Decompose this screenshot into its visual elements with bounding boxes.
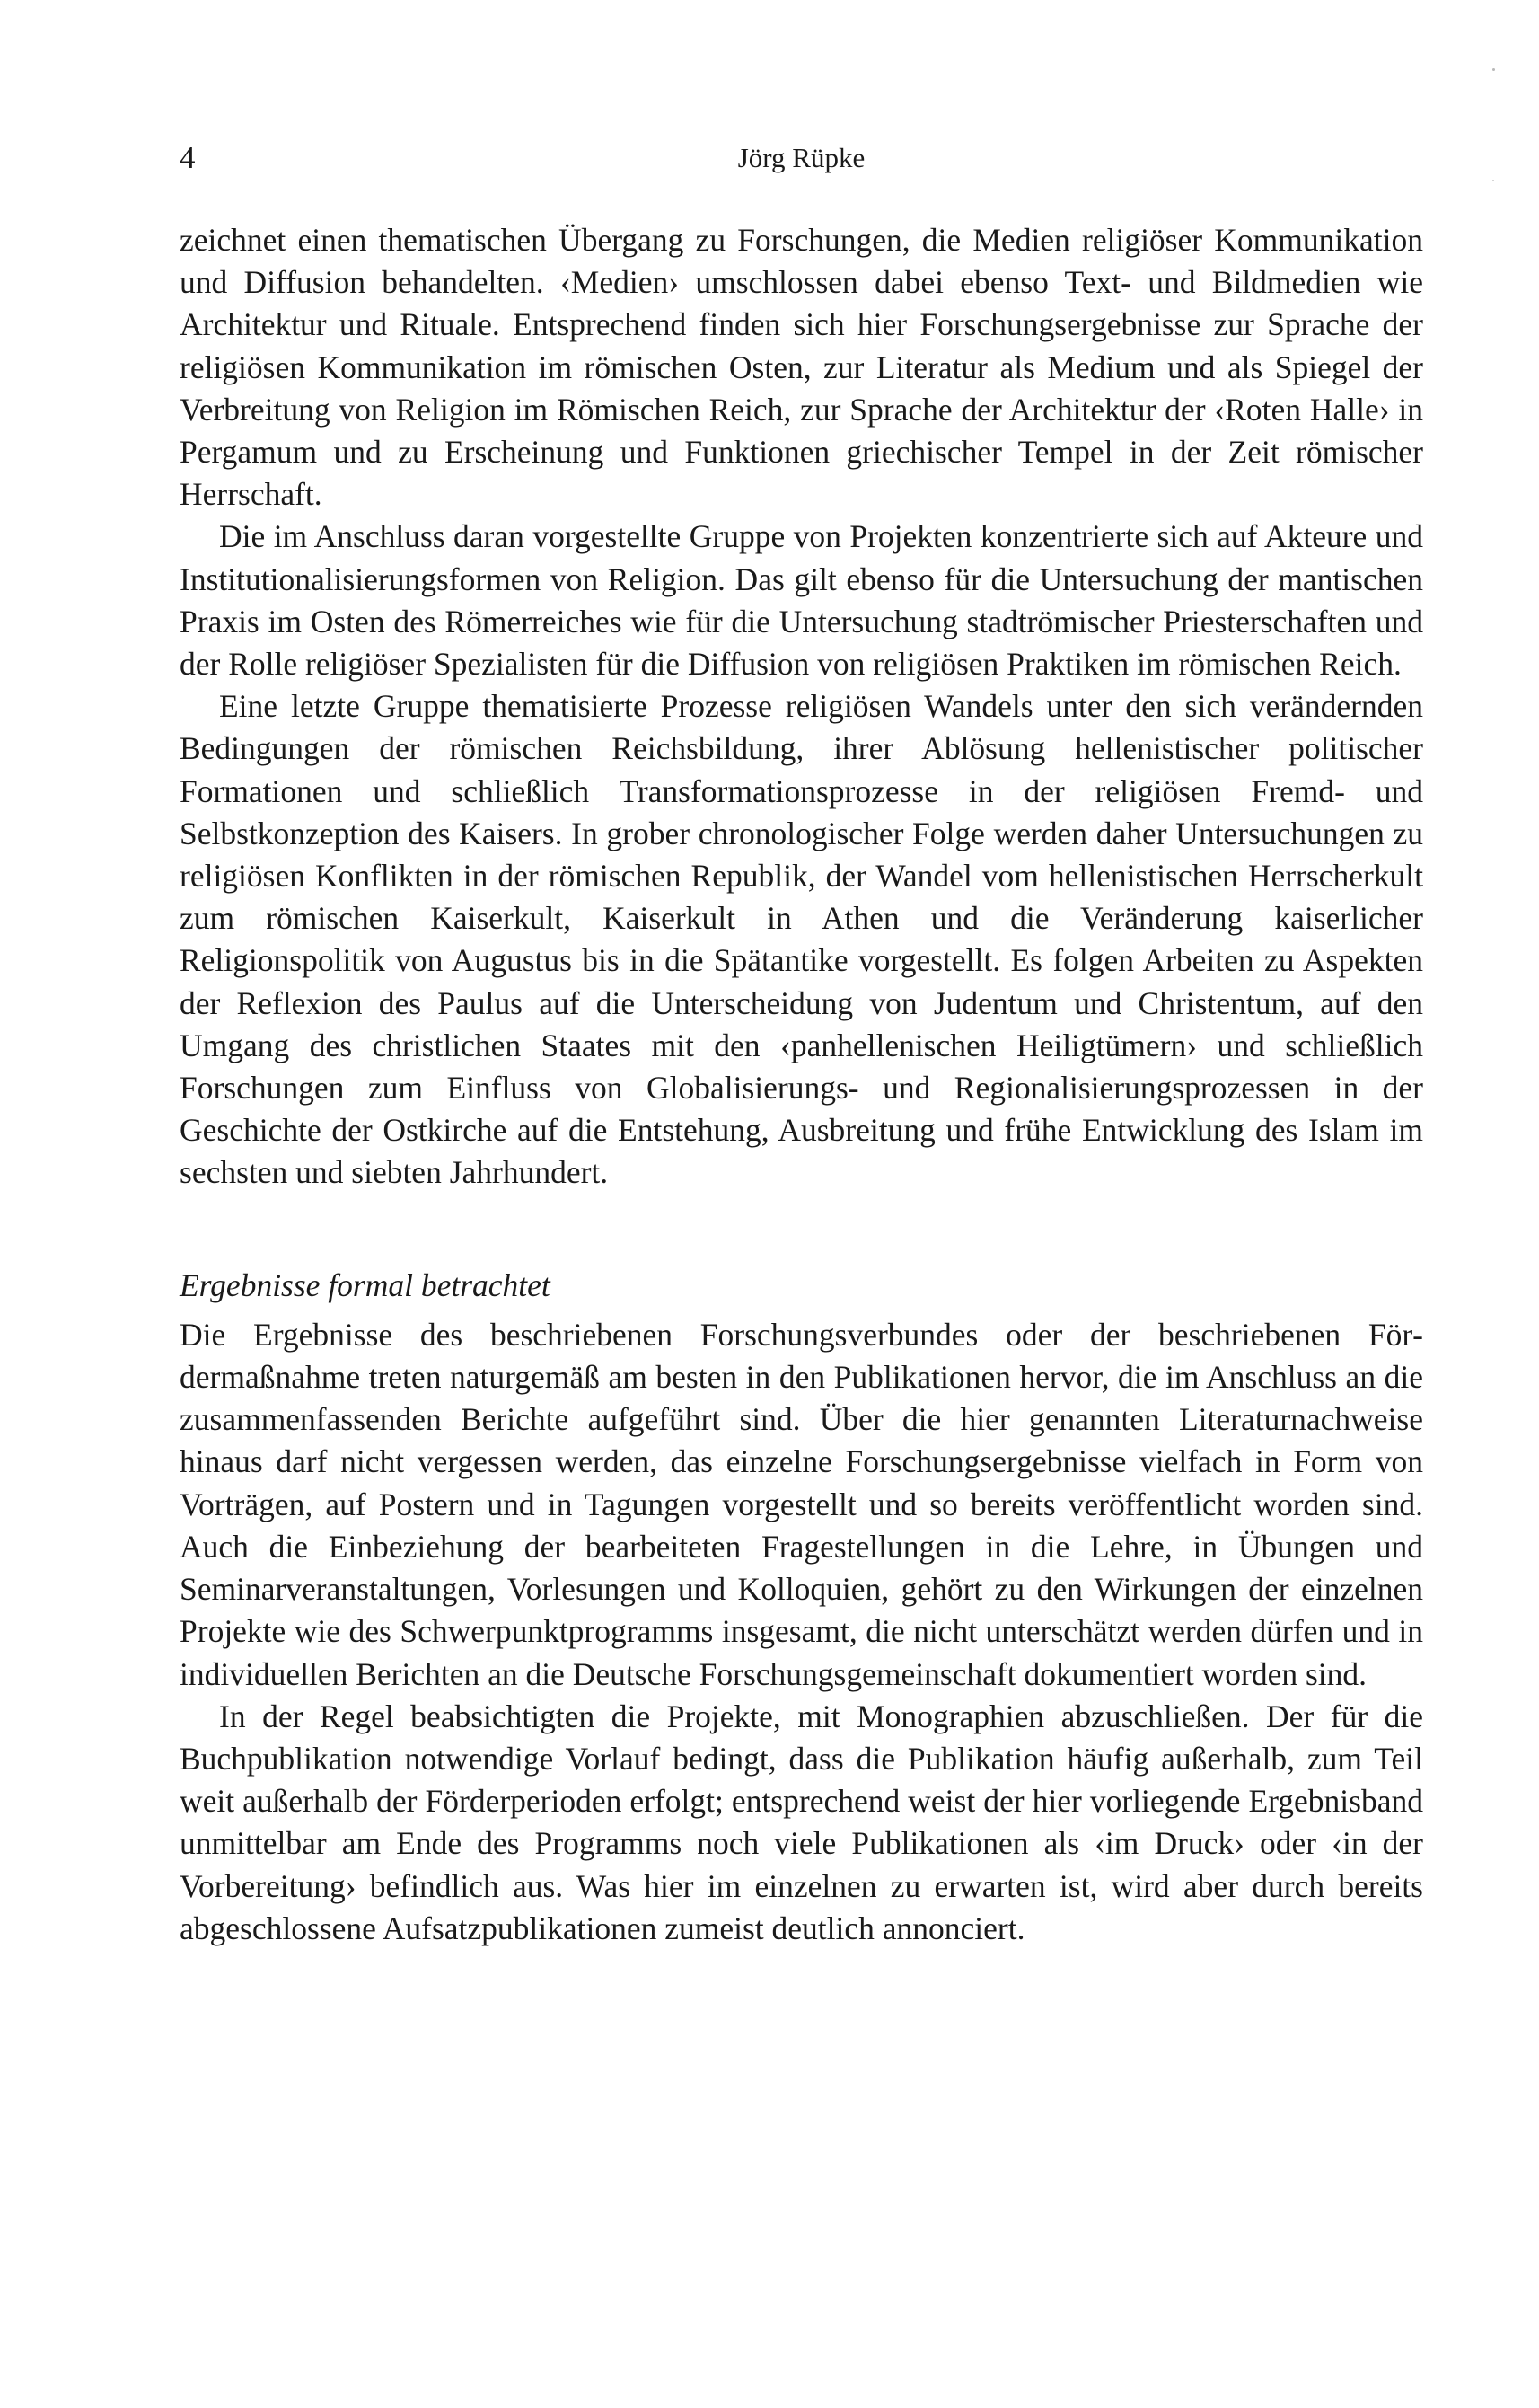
running-head-author: Jörg Rüpke (737, 142, 866, 173)
paragraph: Die Ergebnisse des beschriebenen Forschungsverbundes oder der beschriebenen Fördermaßnahme treten naturgemäß am besten in den Publikationen hervor, die im Anschluss an die zusammenfassenden Berichte aufgeführt sind. Über die hier genannten Literaturnachweise hinaus darf nicht vergessen werden, das einzelne Forschungsergebnisse vielfach in Form von Vorträgen, auf Postern und in Tagungen vorgestellt und so bereits veröffentlicht worden sind. Auch die Einbeziehung der bearbeiteten Fragestellungen in die Lehre, in Übungen und Seminarveranstaltungen, Vorlesungen und Kolloquien, gehört zu den Wirkungen der einzelnen Projekte wie des Schwerpunktprogramms insgesamt, die nicht unterschätzt werden dürfen und in individuellen Berichten an die Deutsche Forschungsgemeinschaft dokumentiert worden sind. (180, 1316, 1423, 1692)
page-header (180, 137, 1423, 180)
body-text (180, 219, 1423, 1950)
page-number: 4 (180, 140, 196, 175)
section-heading: Ergebnisse formal betrachtet (180, 1266, 550, 1303)
scan-speck (1492, 180, 1494, 181)
paragraph: In der Regel beabsichtigten die Projekte, mit Monographien abzuschließen. Der für die Buchpublikation notwendige Vorlauf bedingt, dass die Publikation häufig außerhalb, zum Teil weit außerhalb der Förderperioden erfolgt; entsprechend weist der hier vorliegende Ergebnisband unmittelbar am Ende des Programms noch viele Publikationen als ‹im Druck› oder ‹in der Vorbereitung› befindlich aus. Was hier im einzelnen zu erwarten ist, wird aber durch bereits abgeschlossene Aufsatzpublikationen zumeist deutlich annonciert. (180, 1698, 1423, 1946)
scan-speck (1492, 68, 1495, 71)
paragraph: Eine letzte Gruppe thematisierte Prozesse religiösen Wandels unter den sich verändernden Bedingungen der römischen Reichsbildung, ihrer Ablösung hellenistischer politischer Formationen und schließlich Transformationsprozesse in der religiösen Fremd- und Selbstkonzeption des Kaisers. In grober chronologischer Folge werden daher Untersuchungen zu religiösen Konflikten in der römischen Republik, der Wandel vom hellenistischen Herrscherkult zum römischen Kaiserkult, Kaiserkult in Athen und die Veränderung kaiserlicher Religionspolitik von Augustus bis in die Spätantike vorgestellt. Es folgen Arbeiten zu Aspekten der Reflexion des Paulus auf die Unterscheidung von Judentum und Christentum, auf den Umgang des christlichen Staates mit den ‹panhellenischen Heiligtümern› und schließlich Forschungen zum Einfluss von Globalisierungs- und Regionalisierungsprozessen in der Geschichte der Ostkirche auf die Entstehung, Ausbreitung und frühe Entwicklung des Islam im sechsten und siebten Jahrhundert. (180, 688, 1423, 1191)
paragraph: zeichnet einen thematischen Übergang zu Forschungen, die Medien religiöser Kommunikation und Diffusion behandelten. ‹Medien› umschlossen dabei ebenso Text- und Bildmedien wie Architektur und Rituale. Entsprechend finden sich hier Forschungsergebnisse zur Sprache der religiösen Kommunikation im römischen Osten, zur Literatur als Medium und als Spiegel der Verbreitung von Religion im Römischen Reich, zur Sprache der Architektur der ‹Roten Halle› in Pergamum und zu Erscheinung und Funktionen griechischer Tempel in der Zeit römischer Herrschaft. (180, 222, 1423, 513)
paragraph: Die im Anschluss daran vorgestellte Gruppe von Projekten konzentrierte sich auf Akteure und Institutionalisierungsformen von Religion. Das gilt ebenso für die Untersuchung der mantischen Praxis im Osten des Römerreiches wie für die Untersuchung stadtrömischer Priesterschaften und der Rolle religiöser Spezialisten für die Diffusion von religiösen Praktiken im römischen Reich. (180, 518, 1423, 683)
